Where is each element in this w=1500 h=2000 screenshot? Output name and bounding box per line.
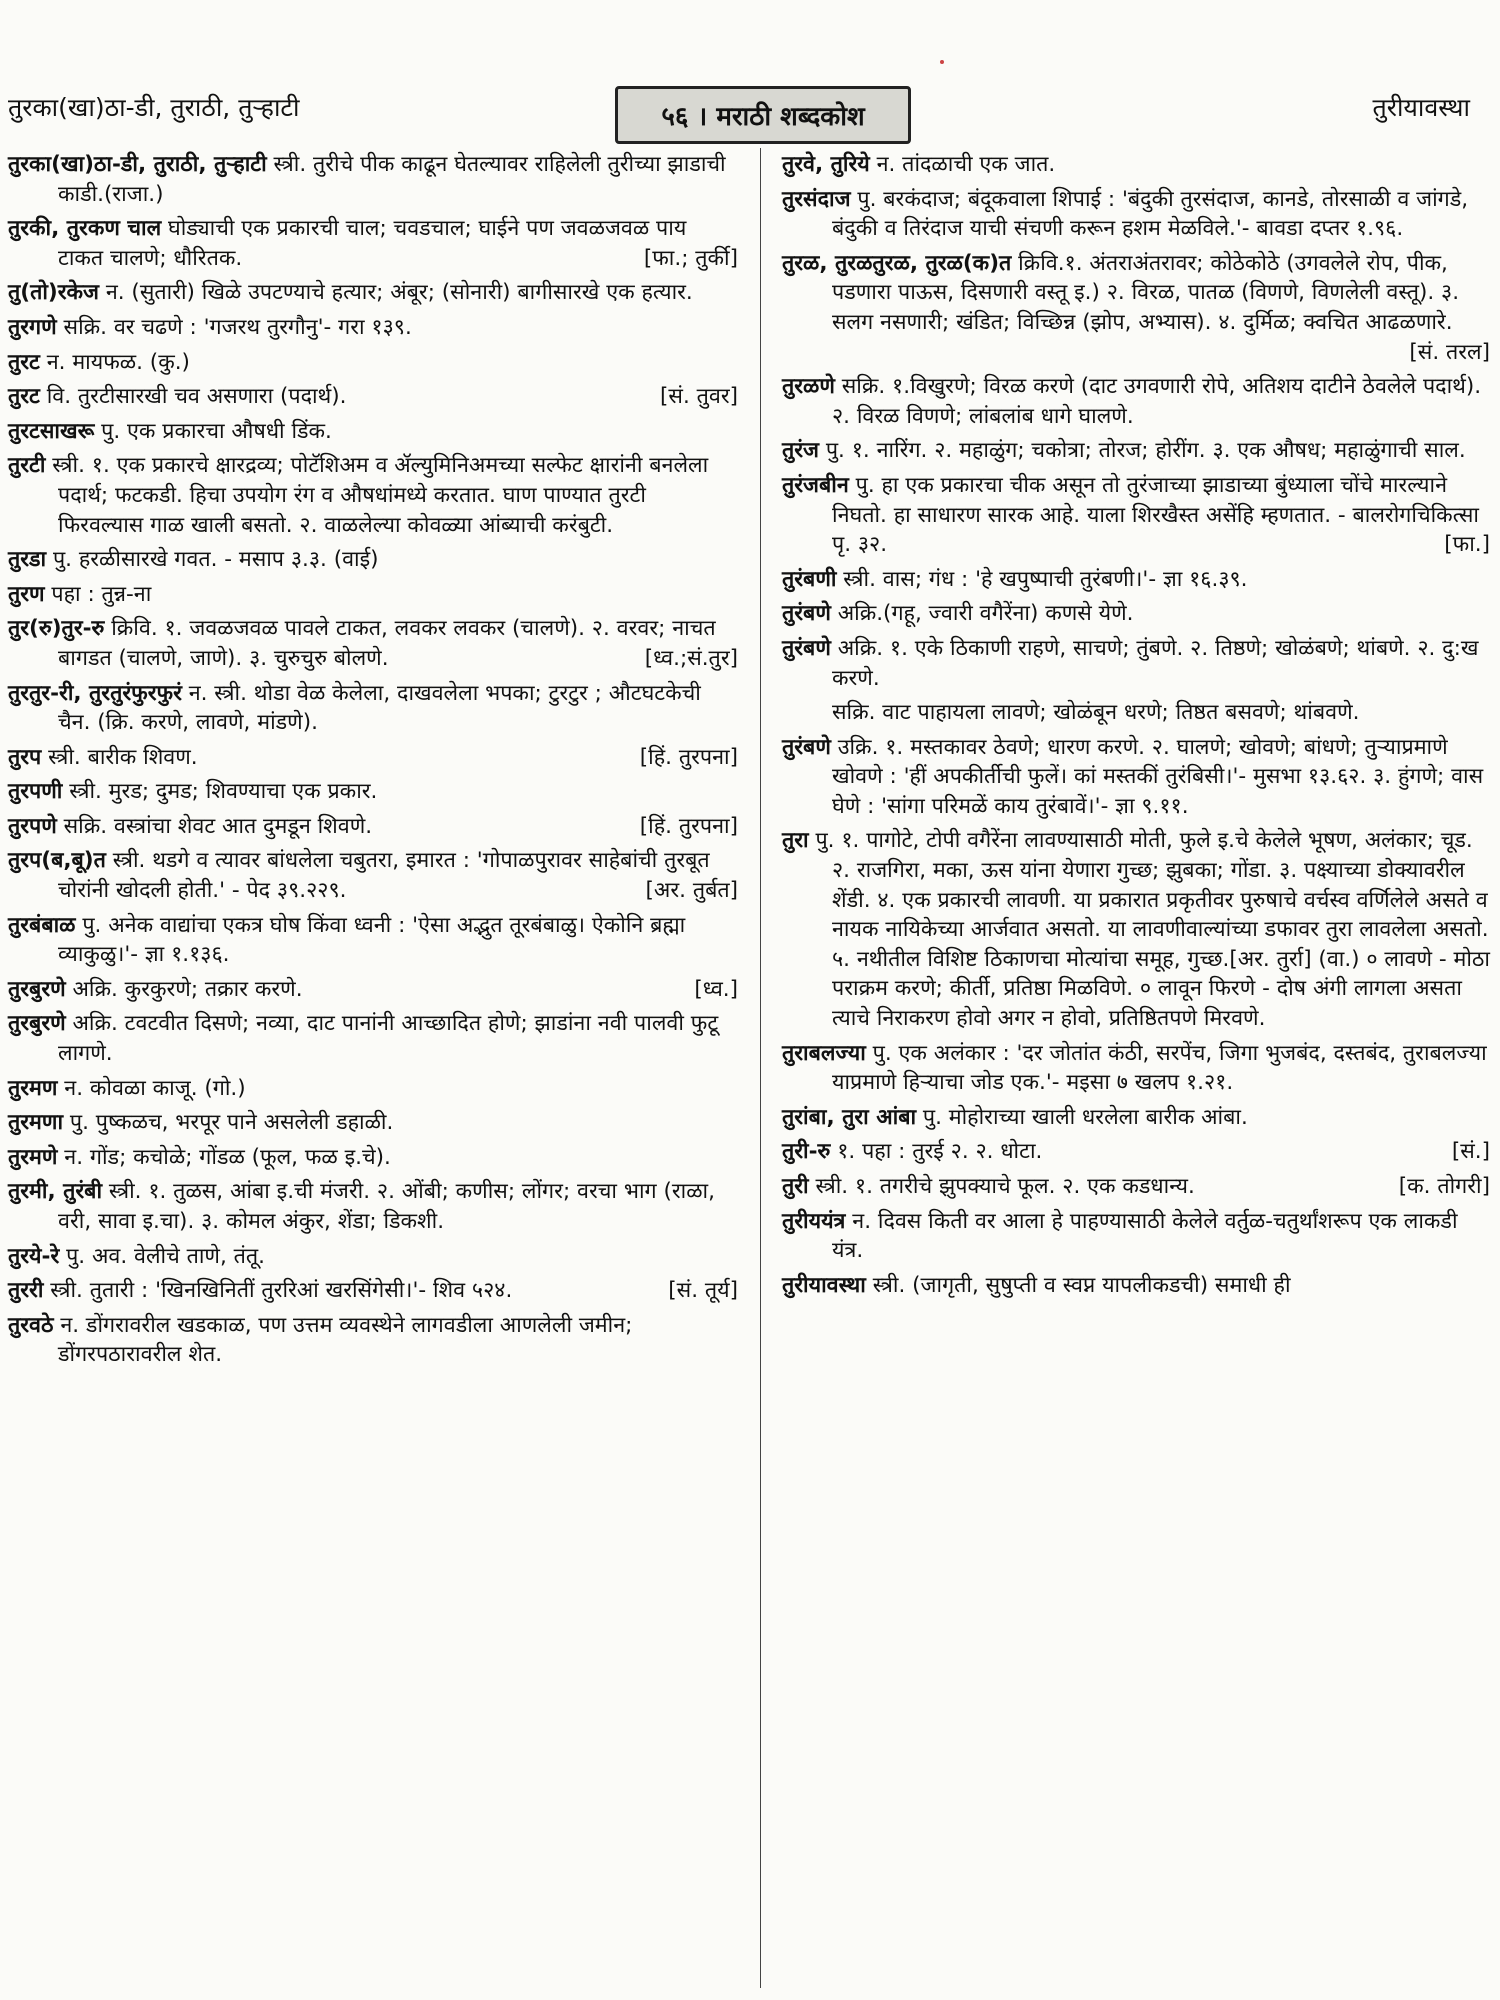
definition: पु. हा एक प्रकारचा चीक असून तो तुरंजाच्या झाडाच्या बुंध्याला चोंचे मारल्याने निघतो. हा साधारण सारक आहे. याला शिरखैस्त असेंहि म्हणतात. - बालरोगचिकित्सा पृ. ३२. — [832, 472, 1479, 558]
headword: तु(तो)रकेज — [8, 280, 99, 306]
definition: अक्रि. कुरकुरणे; तक्रार करणे. — [65, 976, 303, 1002]
headword: तुरबंबाळ — [8, 912, 76, 938]
headword: तुरबुरणे — [8, 1011, 66, 1037]
dictionary-entry — [8, 1074, 738, 1104]
dictionary-entry — [8, 1143, 738, 1173]
definition: सक्रि. वाट पाहायला लावणे; खोळंबून धरणे; तिष्ठत बसवणे; थांबवणे. — [832, 700, 1360, 726]
dictionary-entry — [782, 698, 1490, 728]
headword: तुरकी, तुरकण चाल — [8, 216, 162, 242]
definition: न. गोंड; कचोळे; गोंडळ (फूल, फळ इ.चे). — [57, 1144, 391, 1170]
definition: पु. अव. वेलीचे ताणे, तंतू. — [59, 1243, 265, 1269]
headword: तुरबुरणे — [8, 976, 66, 1002]
definition: अक्रि. १. एके ठिकाणी राहणे, साचणे; तुंबणे. २. तिष्ठणे; खोळंबणे; थांबणे. २. दु:ख करणे. — [830, 635, 1479, 691]
headword: तुरंबणी — [782, 566, 837, 592]
etymology: [सं.] — [1451, 1139, 1490, 1165]
definition: अक्रि.(गहू, ज्वारी वगैरेंना) कणसे येणे. — [830, 601, 1134, 627]
dictionary-entry — [8, 214, 738, 273]
headword: तुरटसाखरू — [8, 418, 95, 444]
definition: न. डोंगरावरील खडकाळ, पण उत्तम व्यवस्थेने लागवडीला आणलेली जमीन; डोंगरपठारावरील शेत. — [53, 1312, 633, 1368]
dictionary-entry — [8, 777, 738, 807]
dictionary-entry — [782, 826, 1490, 1033]
headword: तुरा — [782, 828, 809, 854]
headword: तुर(रु)तुर-रु — [8, 616, 105, 642]
etymology: [सं. तरल] — [1409, 339, 1490, 365]
dictionary-entry — [8, 1276, 738, 1306]
headword: तुररी — [8, 1278, 44, 1304]
dictionary-entry — [8, 417, 738, 447]
headword: तुरट — [8, 384, 40, 410]
headword: तुरळणे — [782, 374, 835, 400]
dictionary-entry — [782, 1207, 1490, 1266]
page-number-box — [615, 86, 911, 144]
etymology: [ध्व.] — [694, 976, 738, 1002]
dictionary-entry — [782, 634, 1490, 693]
headword: तुरण — [8, 581, 45, 607]
dictionary-entry — [8, 975, 738, 1005]
dictionary-entry — [782, 372, 1490, 431]
dictionary-entry — [782, 1039, 1490, 1098]
definition: न. (सुतारी) खिळे उपटण्याचे हत्यार; अंबूर; (सोनारी) बागीसारखे एक हत्यार. — [99, 280, 693, 306]
definition: स्त्री. मुरड; दुमड; शिवण्याचा एक प्रकार. — [62, 779, 378, 805]
dictionary-entry — [8, 382, 738, 412]
definition: सक्रि. वस्त्रांचा शेवट आत दुमडून शिवणे. — [56, 813, 373, 839]
dictionary-entry — [8, 812, 738, 842]
dictionary-entry — [8, 1009, 738, 1068]
right-column — [782, 150, 1490, 1305]
definition: न. कोवळा काजू. (गो.) — [57, 1075, 246, 1101]
definition: स्त्री. तुतारी : 'खिनखिनितीं तुररिआं खरसिंगेसी।'- शिव ५२४. — [43, 1278, 513, 1304]
headword: तुरटी — [8, 453, 46, 479]
definition: सक्रि. वर चढणे : 'गजरथ तुरगौनु'- गरा १३९. — [56, 314, 412, 340]
definition: उक्रि. १. मस्तकावर ठेवणे; धारण करणे. २. घालणे; खोवणे; बांधणे; तुऱ्याप्रमाणे खोवणे : 'हीं अपकीर्तीची फुलें। कां मस्तकीं तुरंबिसी।'- मुसभा १३.६२. ३. हुंगणे; वास घेणे : 'सांगा परिमळें काय तुरंबावें।'- ज्ञा ९.११. — [830, 734, 1484, 819]
definition: पु. बरकंदाज; बंदूकवाला शिपाई : 'बंदुकी तुरसंदाज, कानडे, तोरसाळी व जांगडे, बंदुकी व तिरंदाज याची संचणी करून हशम मेळविले.'- बावडा दप्तर १.९६. — [832, 186, 1469, 242]
dictionary-entry — [782, 471, 1490, 560]
definition: पु. हरळीसारखे गवत. - मसाप ३.३. (वाई) — [46, 547, 379, 573]
dictionary-entry — [8, 313, 738, 343]
dictionary-entry — [782, 1172, 1490, 1202]
definition: क्रिवि. १. जवळजवळ पावले टाकत, लवकर लवकर (चालणे). २. वरवर; नाचत बागडत (चालणे, जाणे). ३. चुरुचुरु बोलणे. — [58, 616, 716, 671]
headword: तुरडा — [8, 547, 47, 573]
dictionary-entry — [782, 150, 1490, 180]
dictionary-entry — [8, 1242, 738, 1272]
definition: स्त्री. १. तुळस, आंबा इ.ची मंजरी. २. ओंबी; कणीस; लोंगर; वरचा भाग (राळा, वरी, सावा इ.चा). ३. कोमल अंकुर, शेंडा; डिकशी. — [58, 1179, 715, 1234]
headword: तुरमणा — [8, 1110, 64, 1136]
headword: तुरपणे — [8, 813, 57, 839]
dictionary-entry — [8, 679, 738, 738]
definition: वि. तुरटीसारखी चव असणारा (पदार्थ). — [39, 384, 347, 410]
dictionary-entry — [782, 249, 1490, 367]
headword: तुराबलज्या — [782, 1040, 866, 1066]
column-divider — [760, 148, 761, 1988]
etymology: [सं. तुवर] — [660, 384, 738, 410]
dictionary-entry — [8, 150, 738, 209]
etymology: [क. तोगरी] — [1398, 1174, 1490, 1199]
headword: तुरंजबीन — [782, 472, 849, 498]
dictionary-entry — [782, 565, 1490, 595]
headword: तुरपणी — [8, 779, 63, 805]
dictionary-entry — [8, 1108, 738, 1138]
etymology: [ध्व.;सं.तुर] — [644, 645, 738, 671]
definition: न. स्त्री. थोडा वेळ केलेला, दाखवलेला भपका; टुरटुर ; औटघटकेची चैन. (क्रि. करणे, लावणे, मांडणे). — [58, 680, 701, 736]
etymology: [फा.; तुर्की] — [643, 245, 738, 271]
headword: तुरये-रे — [8, 1243, 60, 1269]
headword: तुरळ, तुरळतुरळ, तुरळ(क)त — [782, 250, 1012, 276]
dictionary-entry — [782, 599, 1490, 629]
headword: तुरप — [8, 744, 42, 770]
headword: तुरवे, तुरिये — [782, 152, 870, 177]
dictionary-entry — [8, 743, 738, 773]
etymology: [फा.] — [1444, 532, 1490, 558]
dictionary-entry — [782, 1103, 1490, 1133]
dictionary-entry — [8, 451, 738, 540]
dictionary-entry — [8, 545, 738, 575]
page-header — [0, 0, 1500, 140]
etymology: [हिं. तुरपना] — [639, 813, 738, 839]
headword: तुरका(खा)ठा-डी, तुराठी, तुऱ्हाटी — [8, 152, 267, 177]
definition: पु. एक अलंकार : 'दर जोतांत कंठी, सरपेंच, जिगा भुजबंद, दस्तबंद, तुराबलज्या याप्रमाणे हिऱ्याचा जोड एक.'- मइसा ७ खलप १.२१. — [832, 1040, 1487, 1096]
headword: तुरट — [8, 349, 40, 375]
definition: १. पहा : तुरई २. २. धोटा. — [830, 1139, 1043, 1165]
headword: तुरंज — [782, 438, 820, 464]
headword: तुरी-रु — [782, 1139, 831, 1165]
definition: पु. मोहोराच्या खाली धरलेला बारीक आंबा. — [916, 1104, 1248, 1130]
left-column — [8, 150, 738, 1375]
dictionary-entry — [8, 846, 738, 905]
dictionary-entry — [8, 911, 738, 970]
headword: तुरंबणे — [782, 601, 831, 627]
definition: स्त्री. तुरीचे पीक काढून घेतल्यावर राहिलेली तुरीच्या झाडाची काडी.(राजा.) — [58, 152, 726, 207]
headword: तुरीयावस्था — [782, 1272, 866, 1298]
headword: तुरांबा, तुरा आंबा — [782, 1104, 917, 1130]
header-right-guideword: तुरीयावस्था — [1372, 93, 1470, 122]
definition: घोड्याची एक प्रकारची चाल; चवडचाल; घाईने पण जवळजवळ पाय टाकत चालणे; धौरितक. — [58, 216, 687, 271]
definition: स्त्री. (जागृती, सुषुप्ती व स्वप्न यापलीकडची) समाधी ही — [865, 1272, 1291, 1298]
dictionary-entry — [782, 733, 1490, 822]
definition: स्त्री. थडगे व त्यावर बांधलेला चबुतरा, इमारत : 'गोपाळपुरावर साहेबांची तुरबूत चोरांनी खोदली होती.' - पेद ३९.२२९. — [58, 848, 710, 904]
definition: सक्रि. १.विखुरणे; विरळ करणे (दाट उगवणारी रोपे, अतिशय दाटीने ठेवलेले पदार्थ). २. विरळ विणणे; लांबलांब धागे घालणे. — [832, 374, 1482, 429]
page-number-title: ५६ । मराठी शब्दकोश — [661, 102, 865, 132]
headword: तुरगणे — [8, 314, 57, 340]
dictionary-entry — [8, 348, 738, 378]
dictionary-entry — [782, 1271, 1490, 1301]
definition: स्त्री. १. एक प्रकारचे क्षारद्रव्य; पोटॅशिअम व ॲल्युमिनिअमच्या सल्फेट क्षारांनी बनलेला पदार्थ; फटकडी. हिचा उपयोग रंग व औषधांमध्ये करतात. घाण पाण्यात तुरटी फिरवल्यास गाळ खाली बसतो. २. वाळलेल्या कोवळ्या आंब्याची करंबुटी. — [45, 453, 709, 538]
definition: न. दिवस किती वर आला हे पाहण्यासाठी केलेले वर्तुळ-चतुर्थांशरूप एक लाकडी यंत्र. — [832, 1208, 1458, 1264]
dictionary-entry — [8, 580, 738, 610]
headword: तुरमी, तुरंबी — [8, 1179, 103, 1205]
definition: स्त्री. १. तगरीचे झुपक्याचे फूल. २. एक कडधान्य. — [808, 1174, 1195, 1199]
definition: पु. अनेक वाद्यांचा एकत्र घोष किंवा ध्वनी : 'ऐसा अद्भुत तूरबंबाळु। ऐकोनि ब्रह्मा व्याकुळु।'- ज्ञा १.१३६. — [58, 912, 686, 968]
dictionary-entry — [8, 1177, 738, 1236]
definition: पु. १. पागोटे, टोपी वगैरेंना लावण्यासाठी मोती, फुले इ.चे केलेले भूषण, अलंकार; चूड. २. राजगिरा, मका, ऊस यांना येणारा गुच्छ; झुबका; गोंडा. ३. पक्ष्याच्या डोक्यावरील शेंडी. ४. एक प्रकारची लावणी. या प्रकारात प्रकृतीवर पुरुषाचे वर्चस्व वर्णिलेले असते व नायक नायिकेच्या आर्जवात असतो. या लावणीवाल्यांच्या डफावर तुरा लावलेला असतो. ५. नथीतील विशिष्ट ठिकाणचा मोत्यांचा समूह, गुच्छ.[अर. तुर्रा] (वा.) ० लावणे - मोठा पराक्रम करणे; कीर्ती, प्रतिष्ठा मिळविणे. ० लावून फिरणे - दोष अंगी लागला असता त्याचे निराकरण होवो अगर न होवो, प्रतिष्ठितपणे मिरवणे. — [808, 828, 1490, 1032]
definition: पहा : तुन्न-ना — [44, 581, 152, 607]
dictionary-entry — [8, 1311, 738, 1370]
headword: तुरंबणे — [782, 734, 831, 760]
dictionary-entry — [782, 1137, 1490, 1167]
dictionary-entry — [8, 614, 738, 673]
headword: तुरी — [782, 1174, 809, 1199]
headword: तुरप(ब,बू)त — [8, 848, 106, 874]
etymology: [हिं. तुरपना] — [639, 744, 738, 770]
headword: तुरमण — [8, 1075, 58, 1101]
definition: क्रिवि.१. अंतराअंतरावर; कोठेकोठे (उगवलेले रोप, पीक, पडणारा पाऊस, दिसणारी वस्तू इ.) २. विरळ, पातळ (विणणे, विणलेली वस्तू). ३. सलग नसणारी; खंडित; विच्छिन्न (झोप, अभ्यास). ४. दुर्मिळ; क्वचित आढळणारे. — [832, 250, 1460, 335]
etymology: [अर. तुर्बत] — [645, 878, 738, 904]
definition: स्त्री. वास; गंध : 'हे खपुष्पाची तुरंबणी।'- ज्ञा १६.३९. — [836, 566, 1248, 592]
headword: तुरीययंत्र — [782, 1208, 846, 1234]
header-left-guideword: तुरका(खा)ठा-डी, तुराठी, तुऱ्हाटी — [8, 93, 300, 122]
definition: न. तांदळाची एक जात. — [869, 152, 1056, 177]
etymology: [सं. तूर्य] — [668, 1278, 738, 1304]
ink-speck — [940, 60, 944, 64]
dictionary-entry — [782, 185, 1490, 244]
headword: तुरतुर-री, तुरतुरंफुरफुरं — [8, 680, 182, 706]
headword: तुरमणे — [8, 1144, 58, 1170]
definition: न. मायफळ. (कु.) — [39, 349, 190, 375]
definition: पु. १. नारिंग. २. महाळुंग; चकोत्रा; तोरज; होरींग. ३. एक औषध; महाळुंगाची साल. — [819, 438, 1466, 464]
definition: अक्रि. टवटवीत दिसणे; नव्या, दाट पानांनी आच्छादित होणे; झाडांना नवी पालवी फुटू लागणे. — [58, 1011, 719, 1067]
definition: स्त्री. बारीक शिवण. — [41, 744, 198, 770]
definition: पु. एक प्रकारचा औषधी डिंक. — [94, 418, 332, 444]
headword: तुरवठे — [8, 1312, 54, 1338]
headword: तुरसंदाज — [782, 186, 851, 212]
definition: पु. पुष्कळच, भरपूर पाने असलेली डहाळी. — [63, 1110, 394, 1136]
dictionary-entry — [782, 436, 1490, 466]
headword: तुरंबणे — [782, 635, 831, 661]
dictionary-entry — [8, 278, 738, 308]
